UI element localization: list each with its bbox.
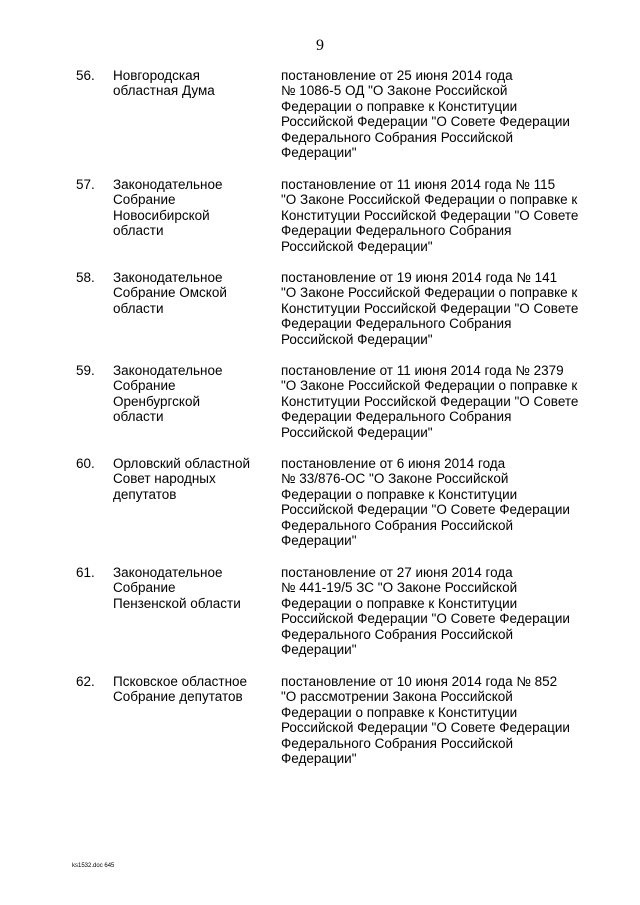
decree-text: постановление от 11 июня 2014 года № 115 "О Законе Российской Федерации о поправке к Конституции Российской Федерации "О Совете Федерации Федерального Собрания Российской Федерации": [281, 177, 579, 254]
entry-number: 56.: [76, 68, 95, 83]
entry-number: 60.: [76, 456, 95, 471]
legislative-body: Законодательное Собрание Новосибирской области: [113, 177, 223, 239]
legislative-body: Орловский областной Совет народных депутатов: [113, 456, 251, 502]
decree-text: постановление от 25 июня 2014 года № 1086-5 ОД "О Законе Российской Федерации о поправке к Конституции Российской Федерации "О Совете Федерации Федерального Собрания Российской Федерации": [281, 68, 570, 161]
decree-text: постановление от 11 июня 2014 года № 2379 "О Законе Российской Федерации о поправке к Конституции Российской Федерации "О Совете Федерации Федерального Собрания Российской Федерации": [281, 363, 579, 440]
legislative-body: Псковское областное Собрание депутатов: [113, 674, 248, 705]
decree-text: постановление от 19 июня 2014 года № 141 "О Законе Российской Федерации о поправке к Конституции Российской Федерации "О Совете Федерации Федерального Собрания Российской Федерации": [281, 270, 579, 347]
legislative-body: Законодательное Собрание Омской области: [113, 270, 227, 316]
entry-number: 58.: [76, 270, 95, 285]
legislative-body: Законодательное Собрание Оренбургской области: [113, 363, 223, 425]
decree-text: постановление от 6 июня 2014 года № 33/876-ОС "О Законе Российской Федерации о поправке к Конституции Российской Федерации "О Совете Федерации Федерального Собрания Российской Федерации": [281, 456, 570, 549]
entry-number: 57.: [76, 177, 95, 192]
document-file-code: ks1532.doc 645: [72, 863, 115, 869]
entry-number: 59.: [76, 363, 95, 378]
decree-text: постановление от 27 июня 2014 года № 441-19/5 ЗС "О Законе Российской Федерации о поправке к Конституции Российской Федерации "О Совете Федерации Федерального Собрания Российской Федерации": [281, 565, 570, 658]
entry-number: 61.: [76, 565, 95, 580]
decree-text: постановление от 10 июня 2014 года № 852 "О рассмотрении Закона Российской Федерации о поправке к Конституции Российской Федерации "О Совете Федерации Федерального Собрания Российской Федерации": [281, 674, 570, 767]
legislative-body: Новгородская областная Дума: [113, 68, 215, 99]
legislative-body: Законодательное Собрание Пензенской области: [113, 565, 241, 611]
page-number: 9: [316, 37, 324, 54]
entry-number: 62.: [76, 674, 95, 689]
